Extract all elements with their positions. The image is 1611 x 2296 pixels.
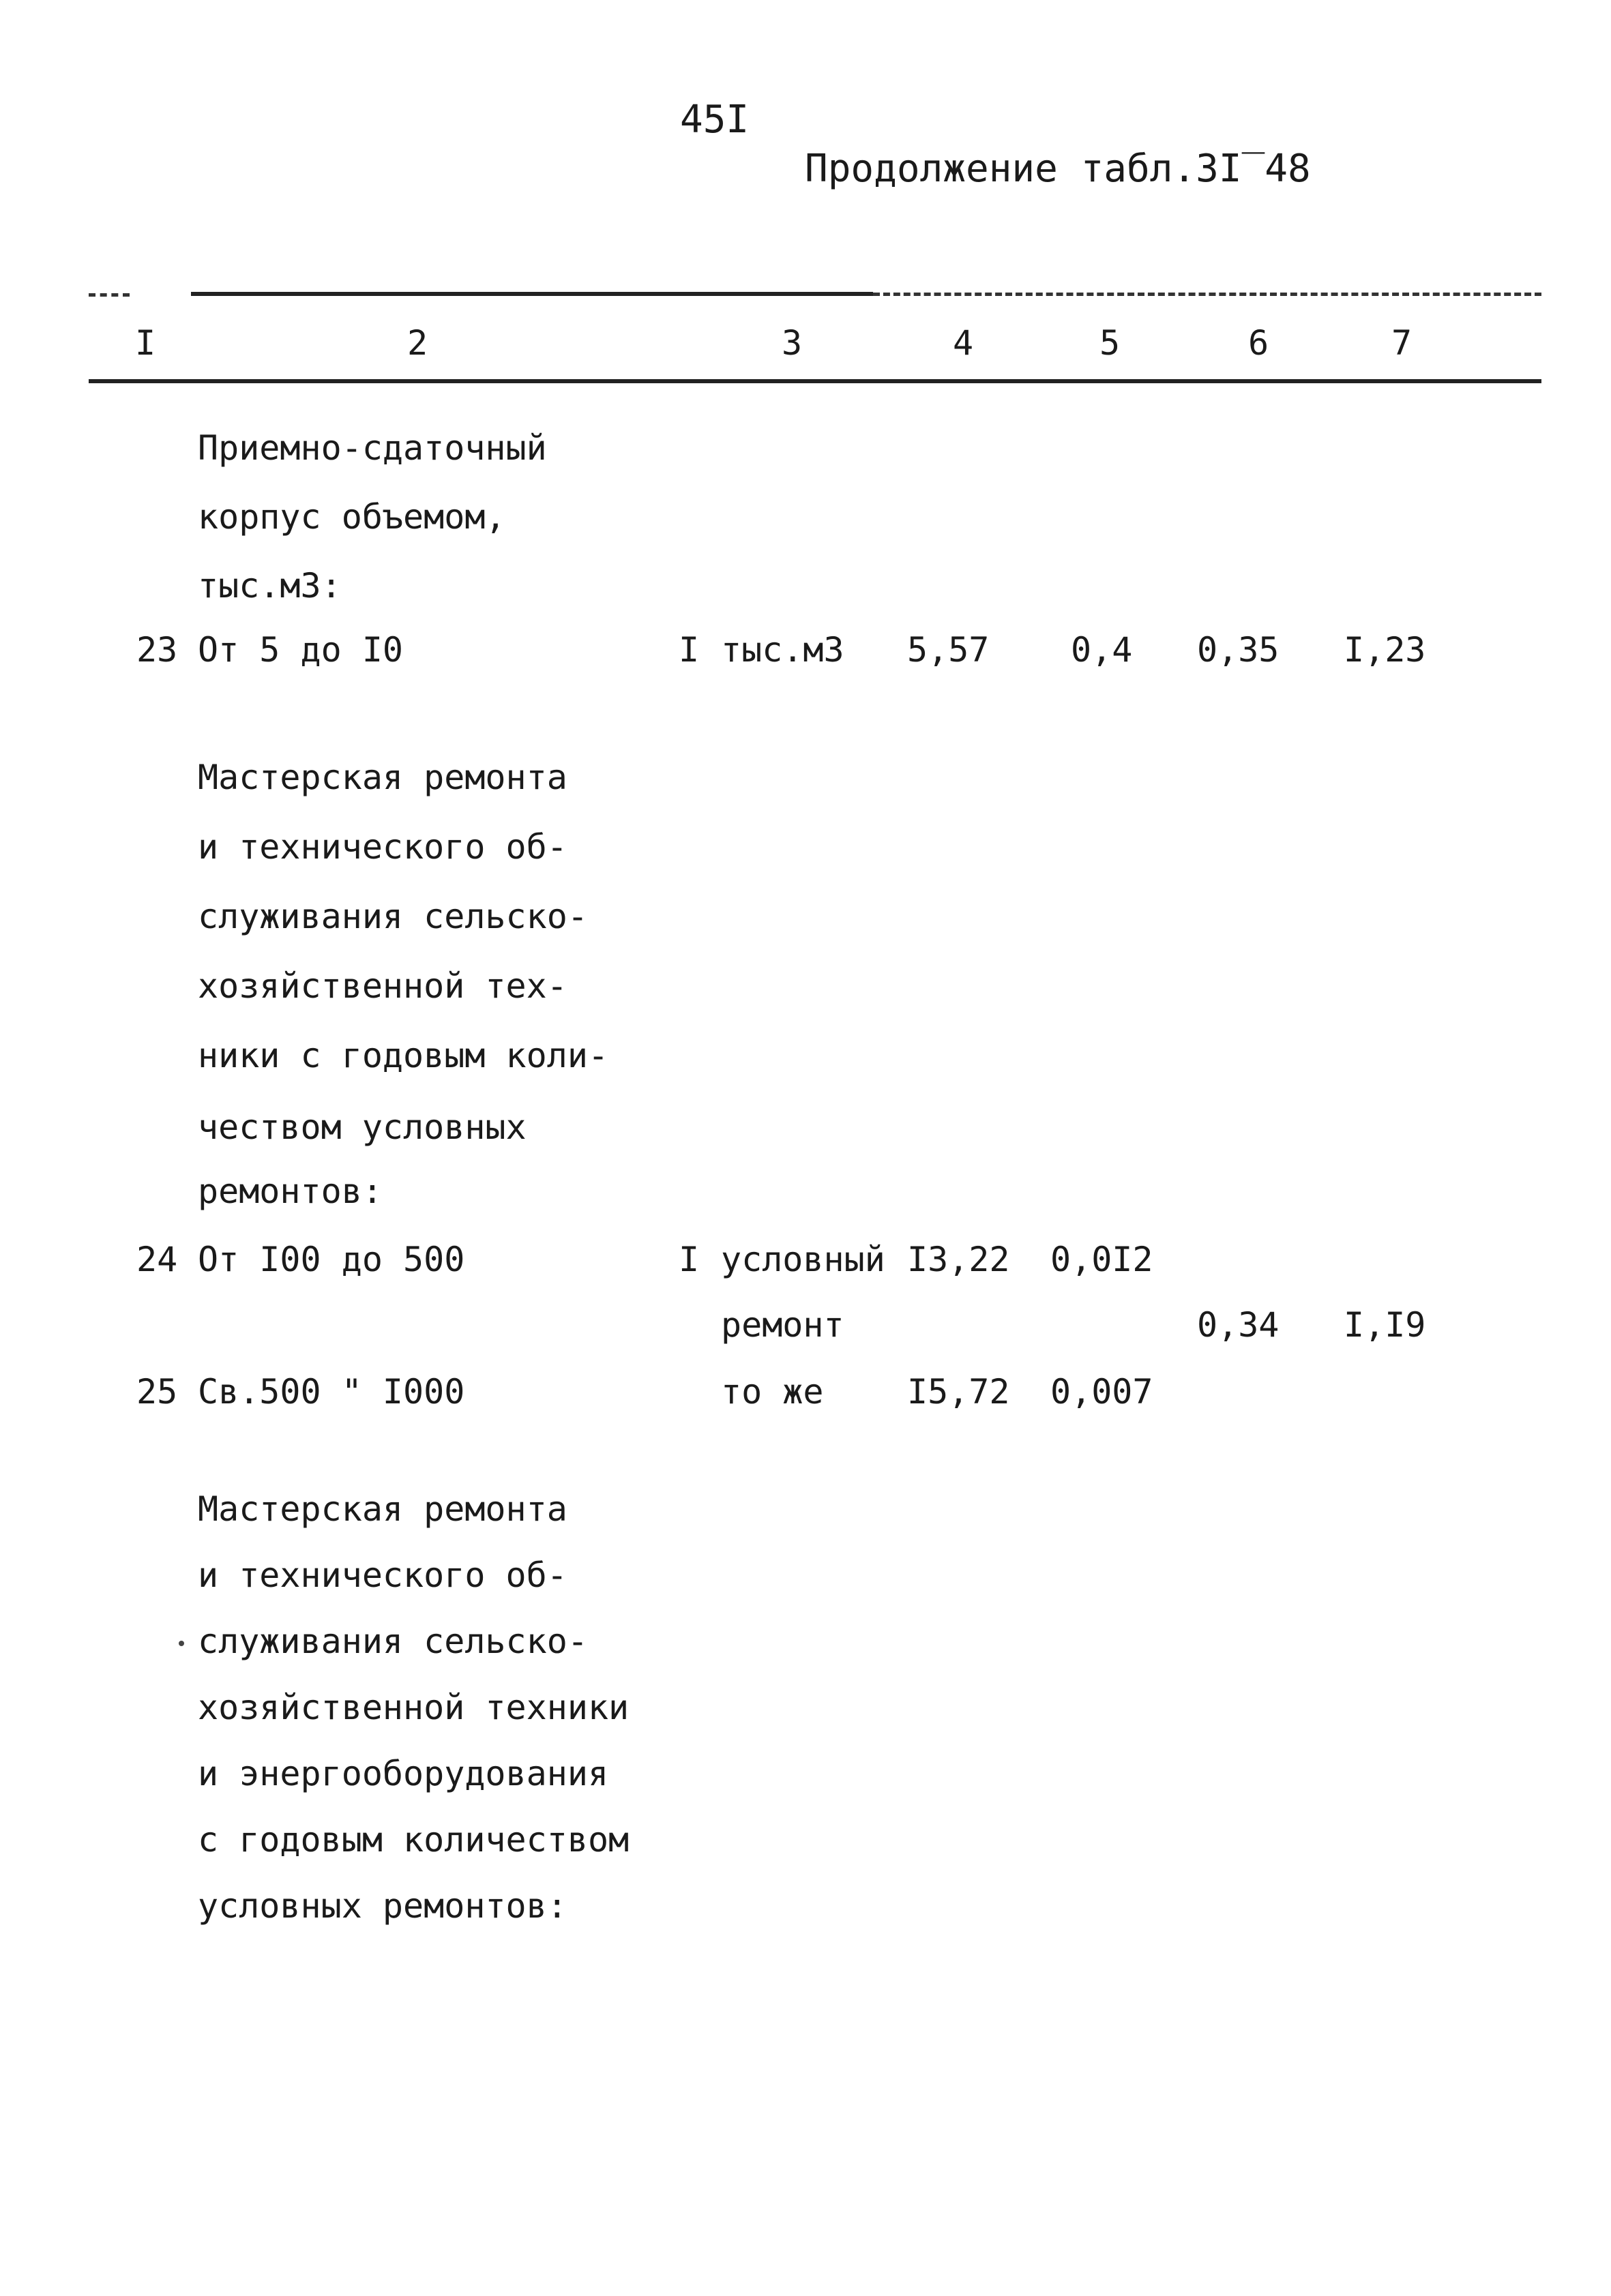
group-2-heading-line: хозяйственной тех- [198, 966, 567, 1006]
row-24-unit-line-2: ремонт [721, 1305, 844, 1345]
row-23-col5: 0,4 [1071, 630, 1133, 670]
row-24-25-col7: I,I9 [1344, 1305, 1426, 1345]
col-header-1: I [135, 323, 156, 363]
group-2-heading-line: чеством условных [198, 1107, 527, 1147]
row-25-name: Св.500 " I000 [198, 1372, 465, 1412]
row-23-unit: тыс.м3 [721, 630, 844, 670]
row-24-number: 24 [136, 1240, 178, 1279]
top-rule-solid [191, 292, 873, 296]
row-25-number: 25 [136, 1372, 178, 1412]
col-header-7: 7 [1391, 323, 1413, 363]
col-header-2: 2 [407, 323, 428, 363]
group-3-heading-line: Мастерская ремонта [198, 1489, 567, 1529]
top-rule-dashed [873, 293, 1541, 296]
row-24-qty: I [679, 1240, 700, 1279]
row-25-col4: I5,72 [907, 1372, 1010, 1412]
row-24-unit: условный [721, 1240, 885, 1279]
group-3-heading-line: хозяйственной техники [198, 1688, 630, 1727]
group-2-heading-line: и технического об- [198, 827, 567, 867]
row-23-col7: I,23 [1344, 630, 1426, 670]
row-24-name: От I00 до 500 [198, 1240, 465, 1279]
row-23-col4: 5,57 [907, 630, 990, 670]
table-continuation-label: Продолжение табл.3I‾48 [805, 147, 1311, 191]
row-25-unit: то же [721, 1372, 824, 1412]
col-header-6: 6 [1248, 323, 1269, 363]
col-header-5: 5 [1099, 323, 1121, 363]
page-number: 45I [680, 98, 750, 142]
group-2-heading-line: Мастерская ремонта [198, 758, 567, 797]
group-1-heading-line: корпус объемом, [198, 497, 506, 537]
col-header-4: 4 [953, 323, 974, 363]
row-23-number: 23 [136, 630, 178, 670]
scan-speck [179, 1641, 184, 1646]
group-3-heading-line: и энергооборудования [198, 1754, 609, 1793]
group-1-heading-line: Приемно-сдаточный [198, 428, 547, 468]
group-1-heading-line: тыс.м3: [198, 566, 342, 606]
group-3-heading-line: с годовым количеством [198, 1820, 630, 1860]
row-24-col4: I3,22 [907, 1240, 1010, 1279]
header-bottom-rule [89, 379, 1541, 383]
group-2-heading-line: ремонтов: [198, 1172, 383, 1211]
row-23-qty: I [679, 630, 700, 670]
col-header-3: 3 [782, 323, 803, 363]
row-23-col6: 0,35 [1197, 630, 1280, 670]
row-25-col5: 0,007 [1050, 1372, 1153, 1412]
group-2-heading-line: служивания сельско- [198, 897, 588, 936]
top-rule-left [89, 293, 130, 297]
group-2-heading-line: ники с годовым коли- [198, 1036, 609, 1075]
row-23-name: От 5 до I0 [198, 630, 404, 670]
group-3-heading-line: и технического об- [198, 1555, 567, 1595]
group-3-heading-line: служивания сельско- [198, 1622, 588, 1661]
row-24-25-col6: 0,34 [1197, 1305, 1280, 1345]
row-24-col5: 0,0I2 [1050, 1240, 1153, 1279]
group-3-heading-line: условных ремонтов: [198, 1886, 567, 1926]
